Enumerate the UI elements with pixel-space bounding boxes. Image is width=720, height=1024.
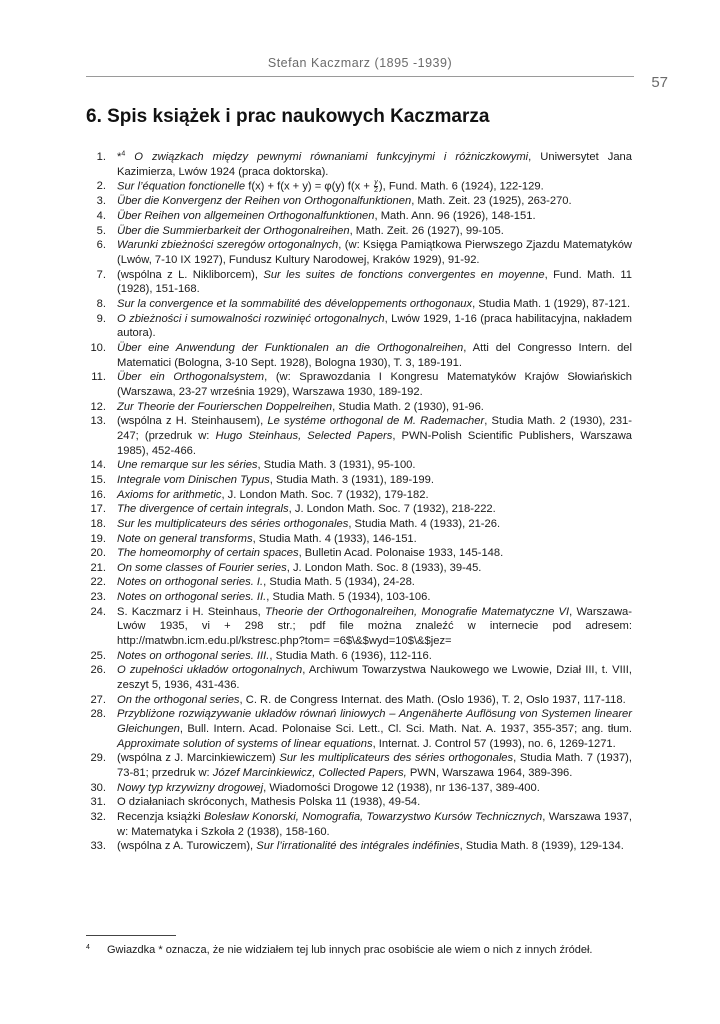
entry-details: , Wiadomości Drogowe 12 (1938), nr 136-137, 389-400. [263,781,540,794]
entry-title: Sur les suites de fonctions convergentes en moyenne [263,268,545,281]
entry-details: , Studia Math. 3 (1931), 95-100. [257,459,416,472]
entry-title: Axioms for arithmetic [117,488,222,501]
entry-details-secondary: , Internat. J. Control 57 (1993), no. 6, 1269-1271. [372,737,616,750]
entry-details: , Studia Math. 7 (1937), 73-81; przedruk w: [117,752,633,780]
entry-body [117,810,632,839]
bibliography-entry [86,473,632,488]
entry-number: 11. [91,371,106,384]
entry-body [117,517,632,532]
entry-body [117,312,632,341]
bibliography-entry [86,414,632,458]
entry-title: O związkach między pewnymi równaniami funkcyjnymi i różniczkowymi [134,151,529,163]
page-number: 57 [651,74,668,91]
entry-title: On the orthogonal series [117,693,240,706]
entry-details: , Math. Ann. 96 (1926), 148-151. [374,210,536,223]
entry-details: , Studia Math. 6 (1936), 112-116. [269,649,432,662]
entry-title: Przybliżone rozwiązywanie układów równań liniowych – Angenäherte Auflösung von Systemen linearer Gleichungen [117,708,632,736]
entry-title: Sur l’équation fonctionelle [117,180,246,193]
entry-title: Sur les multiplicateurs des séries orthogonales [117,517,349,530]
entry-number: 9. [96,312,106,325]
entry-number: 12. [90,400,106,413]
bibliography-entry [86,575,632,590]
entry-title: Sur la convergence et la sommabilité des développements orthogonaux [117,298,473,311]
entry-number: 18. [90,517,106,530]
entry-body [117,532,632,547]
entry-number: 21. [90,561,106,574]
footnote-reference: 4 [121,150,126,158]
bibliography-entry [86,795,632,810]
entry-body [117,693,632,708]
entry-details: , Archiwum Towarzystwa Naukowego we Lwowie, Dział III, t. VIII, zeszyt 5, 1936, 431-436. [117,664,632,692]
entry-number: 23. [90,591,106,604]
entry-number: 10. [90,341,106,354]
entry-number: 28. [90,708,106,721]
entry-number: 17. [90,503,106,516]
entry-number: 19. [90,532,106,545]
entry-body [117,268,632,297]
entry-details: , Studia Math. 8 (1939), 129-134. [459,840,624,853]
footnote-mark: 4 [86,944,90,951]
entry-number: 32. [90,810,106,823]
entry-body [117,502,632,517]
entry-details: , J. London Math. Soc. 7 (1932), 218-222. [288,503,496,516]
entry-number: 14. [90,459,106,472]
entry-prefix: Recenzja książki [117,810,205,823]
bibliography-entry [86,268,632,297]
entry-title: Über die Konvergenz der Reihen von Orthogonalfunktionen [117,195,412,208]
entry-formula: f(x) + f(x + y) = φ(y) f(x + [248,180,370,193]
entry-details: , Studia Math. 5 (1934), 103-106. [266,591,431,604]
bibliography-list [86,150,632,854]
entry-details: , Studia Math. 3 (1931), 189-199. [269,473,434,486]
entry-details: , Uniwersytet Jana Kazimierza, Lwów 1924 (praca doktorska). [117,151,632,178]
entry-body [117,546,632,561]
entry-title: Notes on orthogonal series. II. [117,591,267,604]
bibliography-entry [86,707,632,751]
entry-details: , Studia Math. 5 (1934), 24-28. [263,576,415,589]
entry-number: 8. [96,298,106,311]
entry-prefix: (wspólna z J. Marcinkiewiczem) [117,752,280,765]
bibliography-entry [86,150,632,179]
entry-body [117,341,632,370]
entry-details: , J. London Math. Soc. 8 (1933), 39-45. [286,561,482,574]
entry-details-secondary: , PWN-Polish Scientific Publishers, Warszawa 1985), 452-466. [117,429,633,457]
bibliography-entry [86,839,632,854]
entry-number: 22. [90,576,106,589]
entry-body [117,150,632,179]
entry-body [117,605,632,649]
entry-title: Über eine Anwendung der Funktionalen an die Orthogonalreihen [117,341,464,354]
entry-details: , Bulletin Acad. Polonaise 1933, 145-148. [298,547,504,560]
entry-prefix: (wspólna z A. Turowiczem), [117,840,257,853]
entry-title: Warunki zbieżności szeregów ortogonalnych [117,239,339,252]
running-head: Stefan Kaczmarz (1895 -1939) [267,56,453,70]
entry-number: 1. [96,151,106,163]
bibliography-entry [86,224,632,239]
entry-body [117,663,632,692]
entry-number: 20. [90,547,106,560]
entry-body [117,795,632,810]
bibliography-entry [86,209,632,224]
entry-body [117,590,632,605]
entry-title-secondary: Józef Marcinkiewicz, Collected Papers, [212,767,407,780]
entry-number: 3. [96,195,106,208]
bibliography-entry [86,810,632,839]
bibliography-entry [86,605,632,649]
bibliography-entry [86,561,632,576]
entry-number: 27. [90,693,106,706]
entry-body [117,297,632,312]
entry-title: The homeomorphy of certain spaces [117,547,299,560]
entry-details: , Fund. Math. 6 (1924), 122-129. [382,180,544,193]
entry-body [117,414,632,458]
bibliography-entry [86,341,632,370]
entry-title: Nowy typ krzywizny drogowej [117,781,264,794]
entry-body [117,400,632,415]
entry-details: , Studia Math. 4 (1933), 21-26. [348,517,501,530]
header-rule [86,76,634,77]
entry-number: 25. [90,649,106,662]
bibliography-entry [86,649,632,664]
entry-details: , J. London Math. Soc. 7 (1932), 179-182. [221,488,429,501]
bibliography-entry [86,590,632,605]
entry-title: Bolesław Konorski, Nomografia, Towarzystwo Kursów Technicznych [204,810,543,823]
entry-details: , Warszawa 1937, w: Matematyka i Szkoła 2 (1938), 158-160. [117,810,632,838]
entry-details: , Atti del Congresso Intern. del Matematici (Bologna, 3-10 Sept. 1928), Bologna 1930), T. 3, 189-191. [117,341,632,369]
entry-body [117,488,632,503]
entry-title: Note on general transforms [117,532,253,545]
footnote-text: Gwiazdka * oznacza, że nie widziałem tej lub innych prac osobiście ale wiem o nich z innych źródeł. [107,944,593,956]
entry-prefix: S. Kaczmarz i H. Steinhaus, [117,605,266,618]
entry-prefix: O działaniach skróconych, Mathesis Polska 11 (1938), 49-54. [117,796,421,809]
footnote [86,943,646,957]
entry-marker: * [117,151,122,163]
bibliography-entry [86,663,632,692]
entry-details: , Warszawa-Lwów 1935, vi + 298 str.; pdf file można znaleźć w internecie pod adresem: http://matwbn.icm.edu.pl/kstresc.php?tom= =6$\&$wyd=10$\&$jez= [117,605,632,648]
entry-body [117,473,632,488]
entry-number: 4. [96,210,106,223]
bibliography-entry [86,370,632,399]
entry-title: Notes on orthogonal series. III. [117,649,270,662]
entry-details: , Bull. Intern. Acad. Polonaise Sci. Lett., Cl. Sci. Math. Nat. A. 1937, 355-357; ang. tłum. [179,723,632,736]
formula-fraction [374,179,378,194]
section-title: 6. Spis książek i prac naukowych Kaczmarza [86,106,490,127]
entry-body [117,649,632,664]
entry-details: , C. R. de Congress Internat. des Math. (Oslo 1936), T. 2, Oslo 1937, 117-118. [239,693,626,706]
entry-body [117,224,632,239]
entry-number: 16. [90,488,106,501]
entry-number: 15. [90,473,106,486]
entry-number: 33. [90,840,106,853]
entry-title: O zupełności układów ortogonalnych [117,664,303,677]
entry-body [117,575,632,590]
entry-number: 29. [90,752,106,765]
entry-prefix: (wspólna z H. Steinhausem), [117,415,268,428]
entry-details: , Studia Math. 2 (1930), 91-96. [332,400,484,413]
entry-body [117,238,632,267]
bibliography-entry [86,179,632,194]
entry-details-secondary: PWN, Warszawa 1964, 389-396. [406,767,573,780]
bibliography-entry [86,693,632,708]
fraction-denominator: 2 [373,187,378,195]
bibliography-entry [86,502,632,517]
bibliography-entry [86,781,632,796]
bibliography-entry [86,751,632,780]
entry-details: , Studia Math. 2 (1930), 231-247; (przedruk w: [117,415,632,442]
entry-number: 13. [90,415,106,428]
entry-title: Integrale vom Dinischen Typus [117,473,270,486]
entry-details: , Math. Zeit. 26 (1927), 99-105. [349,224,504,237]
bibliography-entry [86,238,632,267]
footnote-rule [86,935,176,936]
entry-title: Sur l’irrationalité des intégrales indéfinies [256,840,460,853]
entry-title: Theorie der Orthogonalreihen, Monografie Matematyczne VI [265,605,570,618]
bibliography-entry [86,194,632,209]
entry-title: Une remarque sur les séries [117,459,258,472]
entry-body [117,458,632,473]
entry-details: , (w: Sprawozdania I Kongresu Matematyków Krajów Słowiańskich (Warszawa, 23-27 września 1929), Warszawa 1930, 189-192. [117,371,632,398]
entry-title: Zur Theorie der Fourierschen Doppelreihen [117,400,333,413]
entry-title-secondary: Hugo Steinhaus, Selected Papers [215,429,393,442]
entry-body [117,209,632,224]
entry-title: Über Reihen von allgemeinen Orthogonalfunktionen [117,210,375,223]
bibliography-entry [86,532,632,547]
bibliography-entry [86,312,632,341]
entry-title: Sur les multiplicateurs des séries orthogonales [279,752,514,765]
entry-number: 24. [90,605,106,618]
entry-details: , Studia Math. 1 (1929), 87-121. [472,298,631,311]
bibliography-entry [86,400,632,415]
entry-details: , Lwów 1929, 1-16 (praca habilitacyjna, nakładem autora). [117,312,632,340]
bibliography-entry [86,488,632,503]
entry-number: 5. [96,224,106,237]
entry-prefix: (wspólna z L. Nikliborcem), [117,268,264,281]
bibliography-entry [86,297,632,312]
entry-number: 31. [90,796,106,809]
bibliography-entry [86,458,632,473]
entry-details: , (w: Księga Pamiątkowa Pierwszego Zjazdu Matematyków (Lwów, 7-10 IX 1927), Fundusz Kultury Narodowej, Kraków 1929), 91-92. [117,239,632,267]
entry-number: 7. [96,268,106,281]
entry-title-secondary: Approximate solution of systems of linear equations [117,737,373,750]
entry-body [117,707,632,751]
entry-title: Le systéme orthogonal de M. Rademacher [267,415,485,428]
entry-title: Über ein Orthogonalsystem [117,371,265,384]
entry-number: 30. [90,781,106,794]
entry-title: On some classes of Fourier series [117,561,287,574]
bibliography-entry [86,517,632,532]
fraction-numerator: y [374,179,378,187]
entry-number: 26. [90,664,106,677]
entry-number: 2. [96,180,106,193]
entry-body [117,561,632,576]
entry-title: Über die Summierbarkeit der Orthogonalreihen [117,224,350,237]
entry-body [117,179,632,194]
entry-body [117,194,632,209]
entry-body [117,839,632,854]
bibliography-entry [86,546,632,561]
entry-title: The divergence of certain integrals [117,503,289,516]
entry-details: , Math. Zeit. 23 (1925), 263-270. [411,195,572,208]
entry-details: , Fund. Math. 11 (1928), 151-168. [117,268,632,296]
entry-body [117,370,632,399]
entry-body [117,751,632,780]
entry-details: , Studia Math. 4 (1933), 146-151. [252,532,417,545]
entry-title: O zbieżności i sumowalności rozwinięć ortogonalnych [117,312,385,325]
entry-body [117,781,632,796]
entry-formula-close: ) [378,180,383,193]
entry-number: 6. [96,239,106,252]
entry-title: Notes on orthogonal series. I. [117,576,264,589]
